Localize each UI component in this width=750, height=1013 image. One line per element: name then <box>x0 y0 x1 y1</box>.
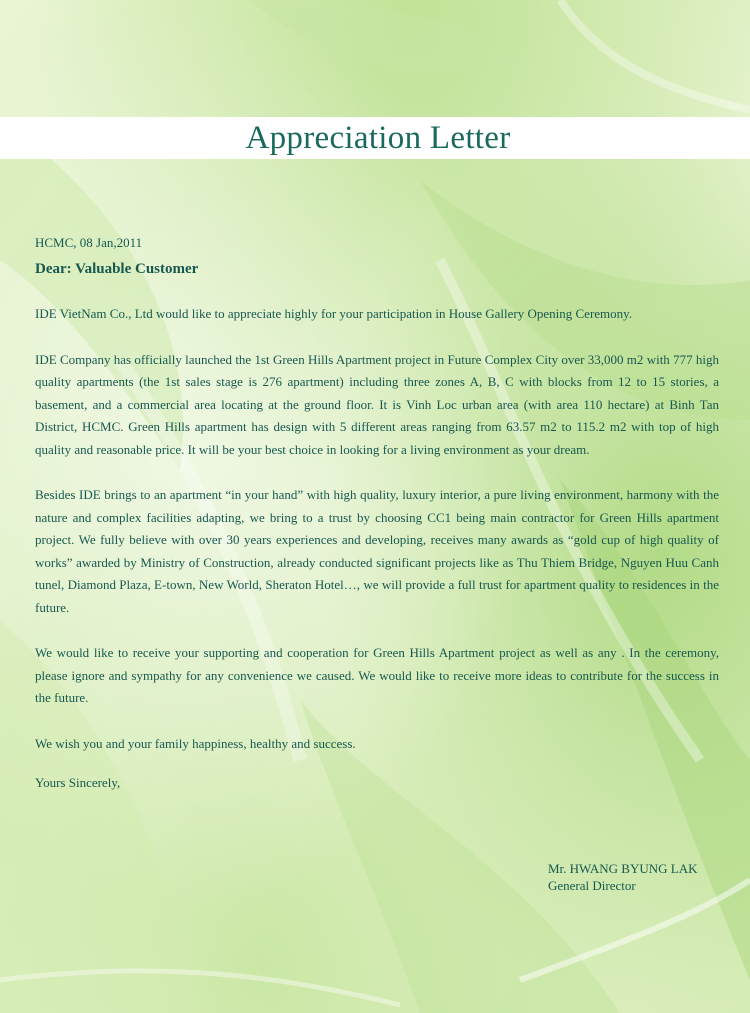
letter-body <box>35 234 719 793</box>
letter-title: Appreciation Letter <box>245 120 511 156</box>
paragraph: IDE VietNam Co., Ltd would like to appreciate highly for your participation in House Gallery Opening Ceremony. <box>35 306 633 321</box>
title-band <box>0 117 750 159</box>
paragraph: We would like to receive your supporting and cooperation for Green Hills Apartment project as well as any . In the ceremony, please ignore and sympathy for any convenience we caused. We would like to receive more ideas to contribute for the success in the future. <box>35 645 719 705</box>
letter-date: HCMC, 08 Jan,2011 <box>35 235 143 250</box>
paragraph: We wish you and your family happiness, healthy and success. <box>35 735 356 751</box>
paragraph: Besides IDE brings to an apartment “in your hand” with high quality, luxury interior, a pure living environment, harmony with the nature and complex facilities adapting, we bring to a trust by choosing CC1 being main contractor for Green Hills apartment project. We fully believe with over 30 years experiences and developing, receives many awards as “gold cup of high quality of works” awarded by Ministry of Construction, already conducted significant projects like as Thu Thiem Bridge, Nguyen Huu Canh tunel, Diamond Plaza, E-town, New World, Sheraton Hotel…, we will provide a full trust for apartment quality to residences in the future. <box>35 487 719 615</box>
closing: Yours Sincerely, <box>35 775 121 790</box>
salutation: Dear: Valuable Customer <box>35 261 199 277</box>
paragraph: IDE Company has officially launched the 1st Green Hills Apartment project in Future Complex City over 33,000 m2 with 777 high quality apartments (the 1st sales stage is 276 apartment) including three zones A, B, C with blocks from 12 to 15 stories, a basement, and a commercial area locating at the ground floor. It is Vinh Loc urban area (with area 110 hectare) at Binh Tan District, HCMC. Green Hills apartment has design with 5 different areas ranging from 63.57 m2 to 115.2 m2 with top of high quality and reasonable price. It will be your best choice in looking for a living environment as your dream. <box>35 351 719 457</box>
signature-block <box>548 860 698 894</box>
signer-name: Mr. HWANG BYUNG LAK <box>548 861 698 876</box>
signer-role: General Director <box>548 878 636 893</box>
